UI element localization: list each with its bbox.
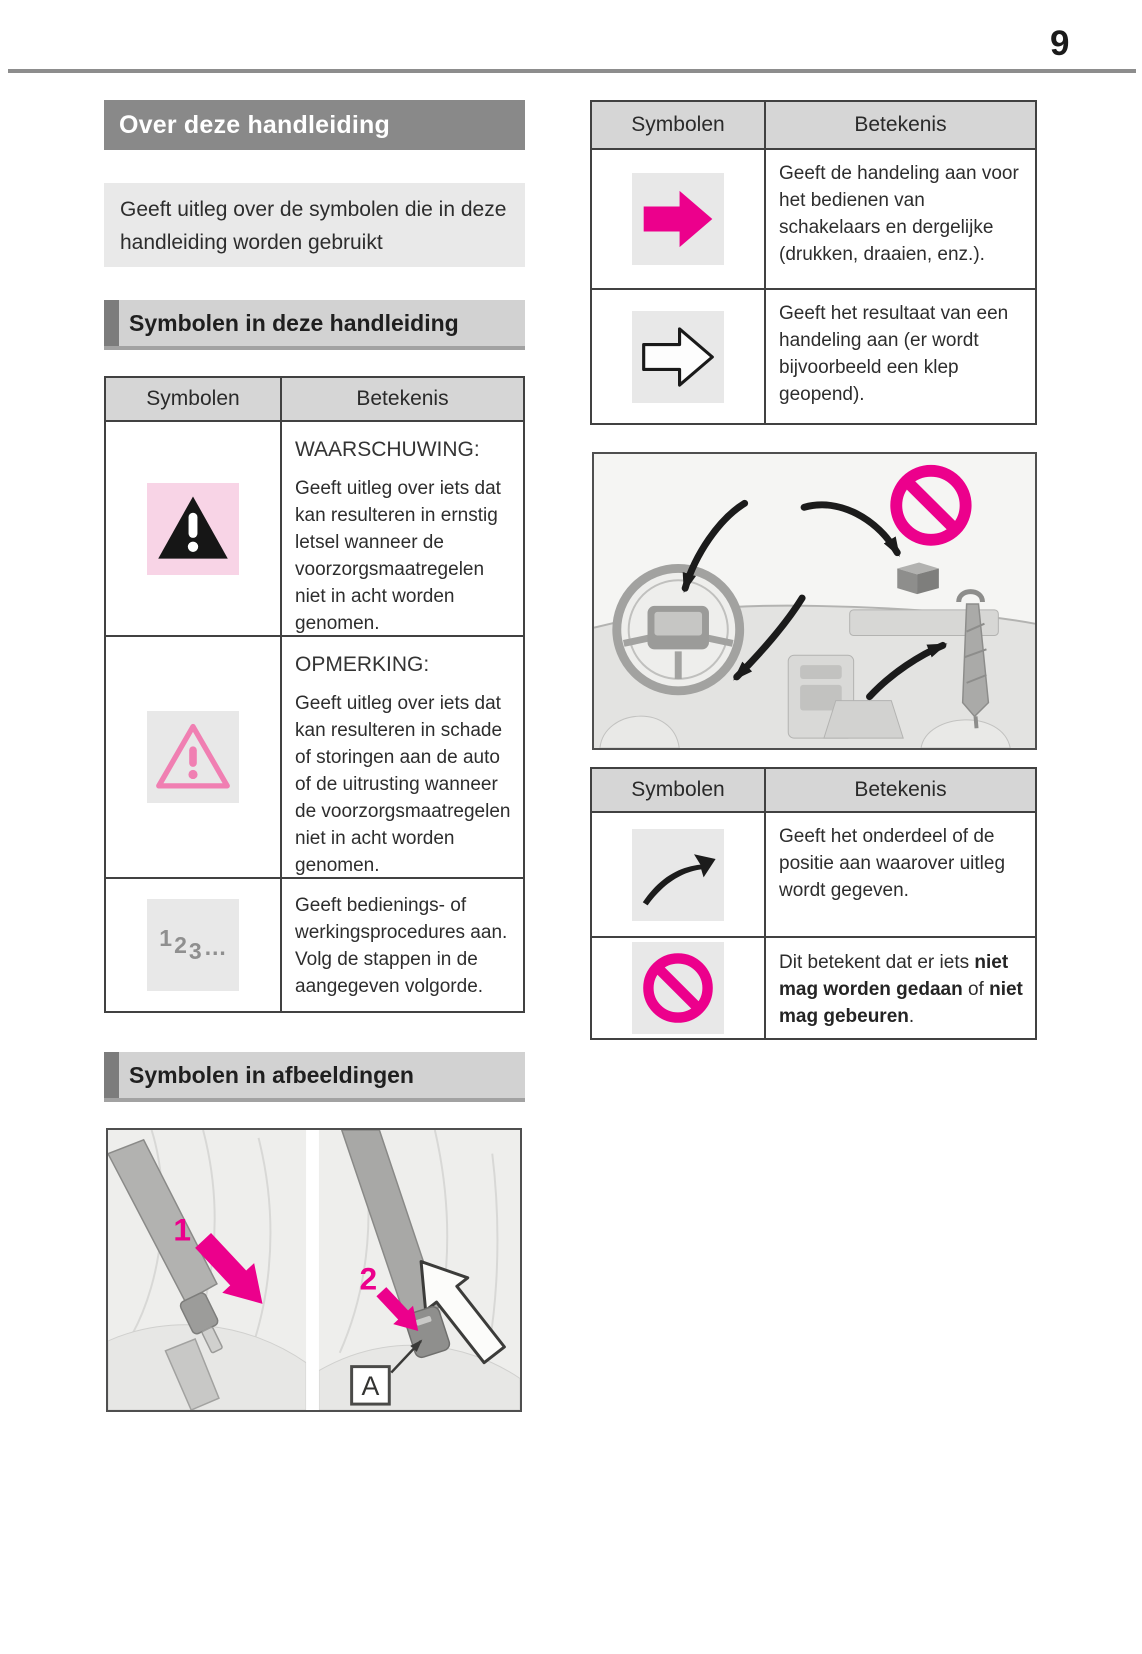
symbol-cell-warning <box>106 420 282 635</box>
notice-text: Geeft uitleg over iets dat kan resulteren in schade of storingen aan de auto of de uitrusting wanneer de voorzorgsmaatregelen niet in acht worden genomen. <box>295 693 511 876</box>
numbered-steps-icon: 1 2 3 … <box>147 899 239 991</box>
warning-triangle-icon <box>147 483 239 575</box>
section-tab <box>104 300 119 346</box>
outline-arrow-text: Geeft het resultaat van een handeling aan (er wordt bijvoorbeeld een klep geopend). <box>779 303 1009 405</box>
symbols-manual-table <box>104 376 525 1013</box>
column-header-symbolen: Symbolen <box>592 102 766 148</box>
section-tab <box>104 1052 119 1098</box>
chapter-intro: Geeft uitleg over de symbolen die in deze handleiding worden gebruikt <box>104 183 525 267</box>
symbol-cell-outline-arrow <box>592 288 766 423</box>
object-on-dash <box>897 563 939 595</box>
top-rule <box>8 69 1136 73</box>
section-heading: Symbolen in deze handleiding <box>129 310 459 336</box>
prohibition-icon <box>632 942 724 1034</box>
prohibition-text: Dit betekent dat er iets niet mag worden gedaan of niet mag gebeuren. <box>779 951 1023 1027</box>
seatbelt-illustration <box>106 1128 522 1412</box>
solid-arrow-icon <box>632 173 724 265</box>
section-symbols-manual <box>104 300 525 350</box>
step-1-label: 1 <box>173 1211 191 1248</box>
symbol-cell-solid-arrow <box>592 148 766 288</box>
chapter-title-bar: Over deze handleiding <box>104 100 525 150</box>
symbol-cell-notice <box>106 635 282 877</box>
column-header-betekenis: Betekenis <box>282 378 523 420</box>
meaning-cell-prohibition <box>766 936 1035 1038</box>
solid-arrow-text: Geeft de handeling aan voor het bedienen van schakelaars en dergelijke (drukken, draaien, enz.). <box>779 163 1019 265</box>
section-symbols-images <box>104 1052 525 1102</box>
symbol-cell-pointer <box>592 811 766 936</box>
pointer-arrow-icon <box>632 829 724 921</box>
car-dashboard-illustration <box>592 452 1037 750</box>
steering-wheel <box>617 568 740 690</box>
part-label: A <box>361 1371 380 1402</box>
steps-text: Geeft bedienings- of werkingsprocedures aan. Volg de stappen in de aangegeven volgorde. <box>295 895 508 997</box>
meaning-cell-outline-arrow <box>766 288 1035 423</box>
meaning-cell-solid-arrow <box>766 148 1035 288</box>
column-header-betekenis: Betekenis <box>766 102 1035 148</box>
column-header-betekenis: Betekenis <box>766 769 1035 811</box>
outline-arrow-icon <box>632 311 724 403</box>
symbol-cell-steps <box>106 877 282 1011</box>
section-heading: Symbolen in afbeeldingen <box>129 1062 414 1088</box>
warning-text: Geeft uitleg over iets dat kan resulteren in ernstig letsel wanneer de voorzorgsmaatregelen niet in acht worden genomen. <box>295 478 501 634</box>
column-header-symbolen: Symbolen <box>592 769 766 811</box>
meaning-cell-notice <box>282 635 523 877</box>
symbols-figure-table <box>590 767 1037 1040</box>
notice-heading: OPMERKING: <box>295 653 430 676</box>
symbols-action-table <box>590 100 1037 425</box>
warning-heading: WAARSCHUWING: <box>295 438 480 461</box>
notice-triangle-icon <box>147 711 239 803</box>
meaning-cell-steps <box>282 877 523 1011</box>
meaning-cell-warning <box>282 420 523 635</box>
page-number: 9 <box>1050 24 1070 63</box>
step-2-label: 2 <box>359 1260 378 1297</box>
column-header-symbolen: Symbolen <box>106 378 282 420</box>
pointer-text: Geeft het onderdeel of de positie aan waarover uitleg wordt gegeven. <box>779 826 1006 901</box>
meaning-cell-pointer <box>766 811 1035 936</box>
symbol-cell-prohibition <box>592 936 766 1038</box>
